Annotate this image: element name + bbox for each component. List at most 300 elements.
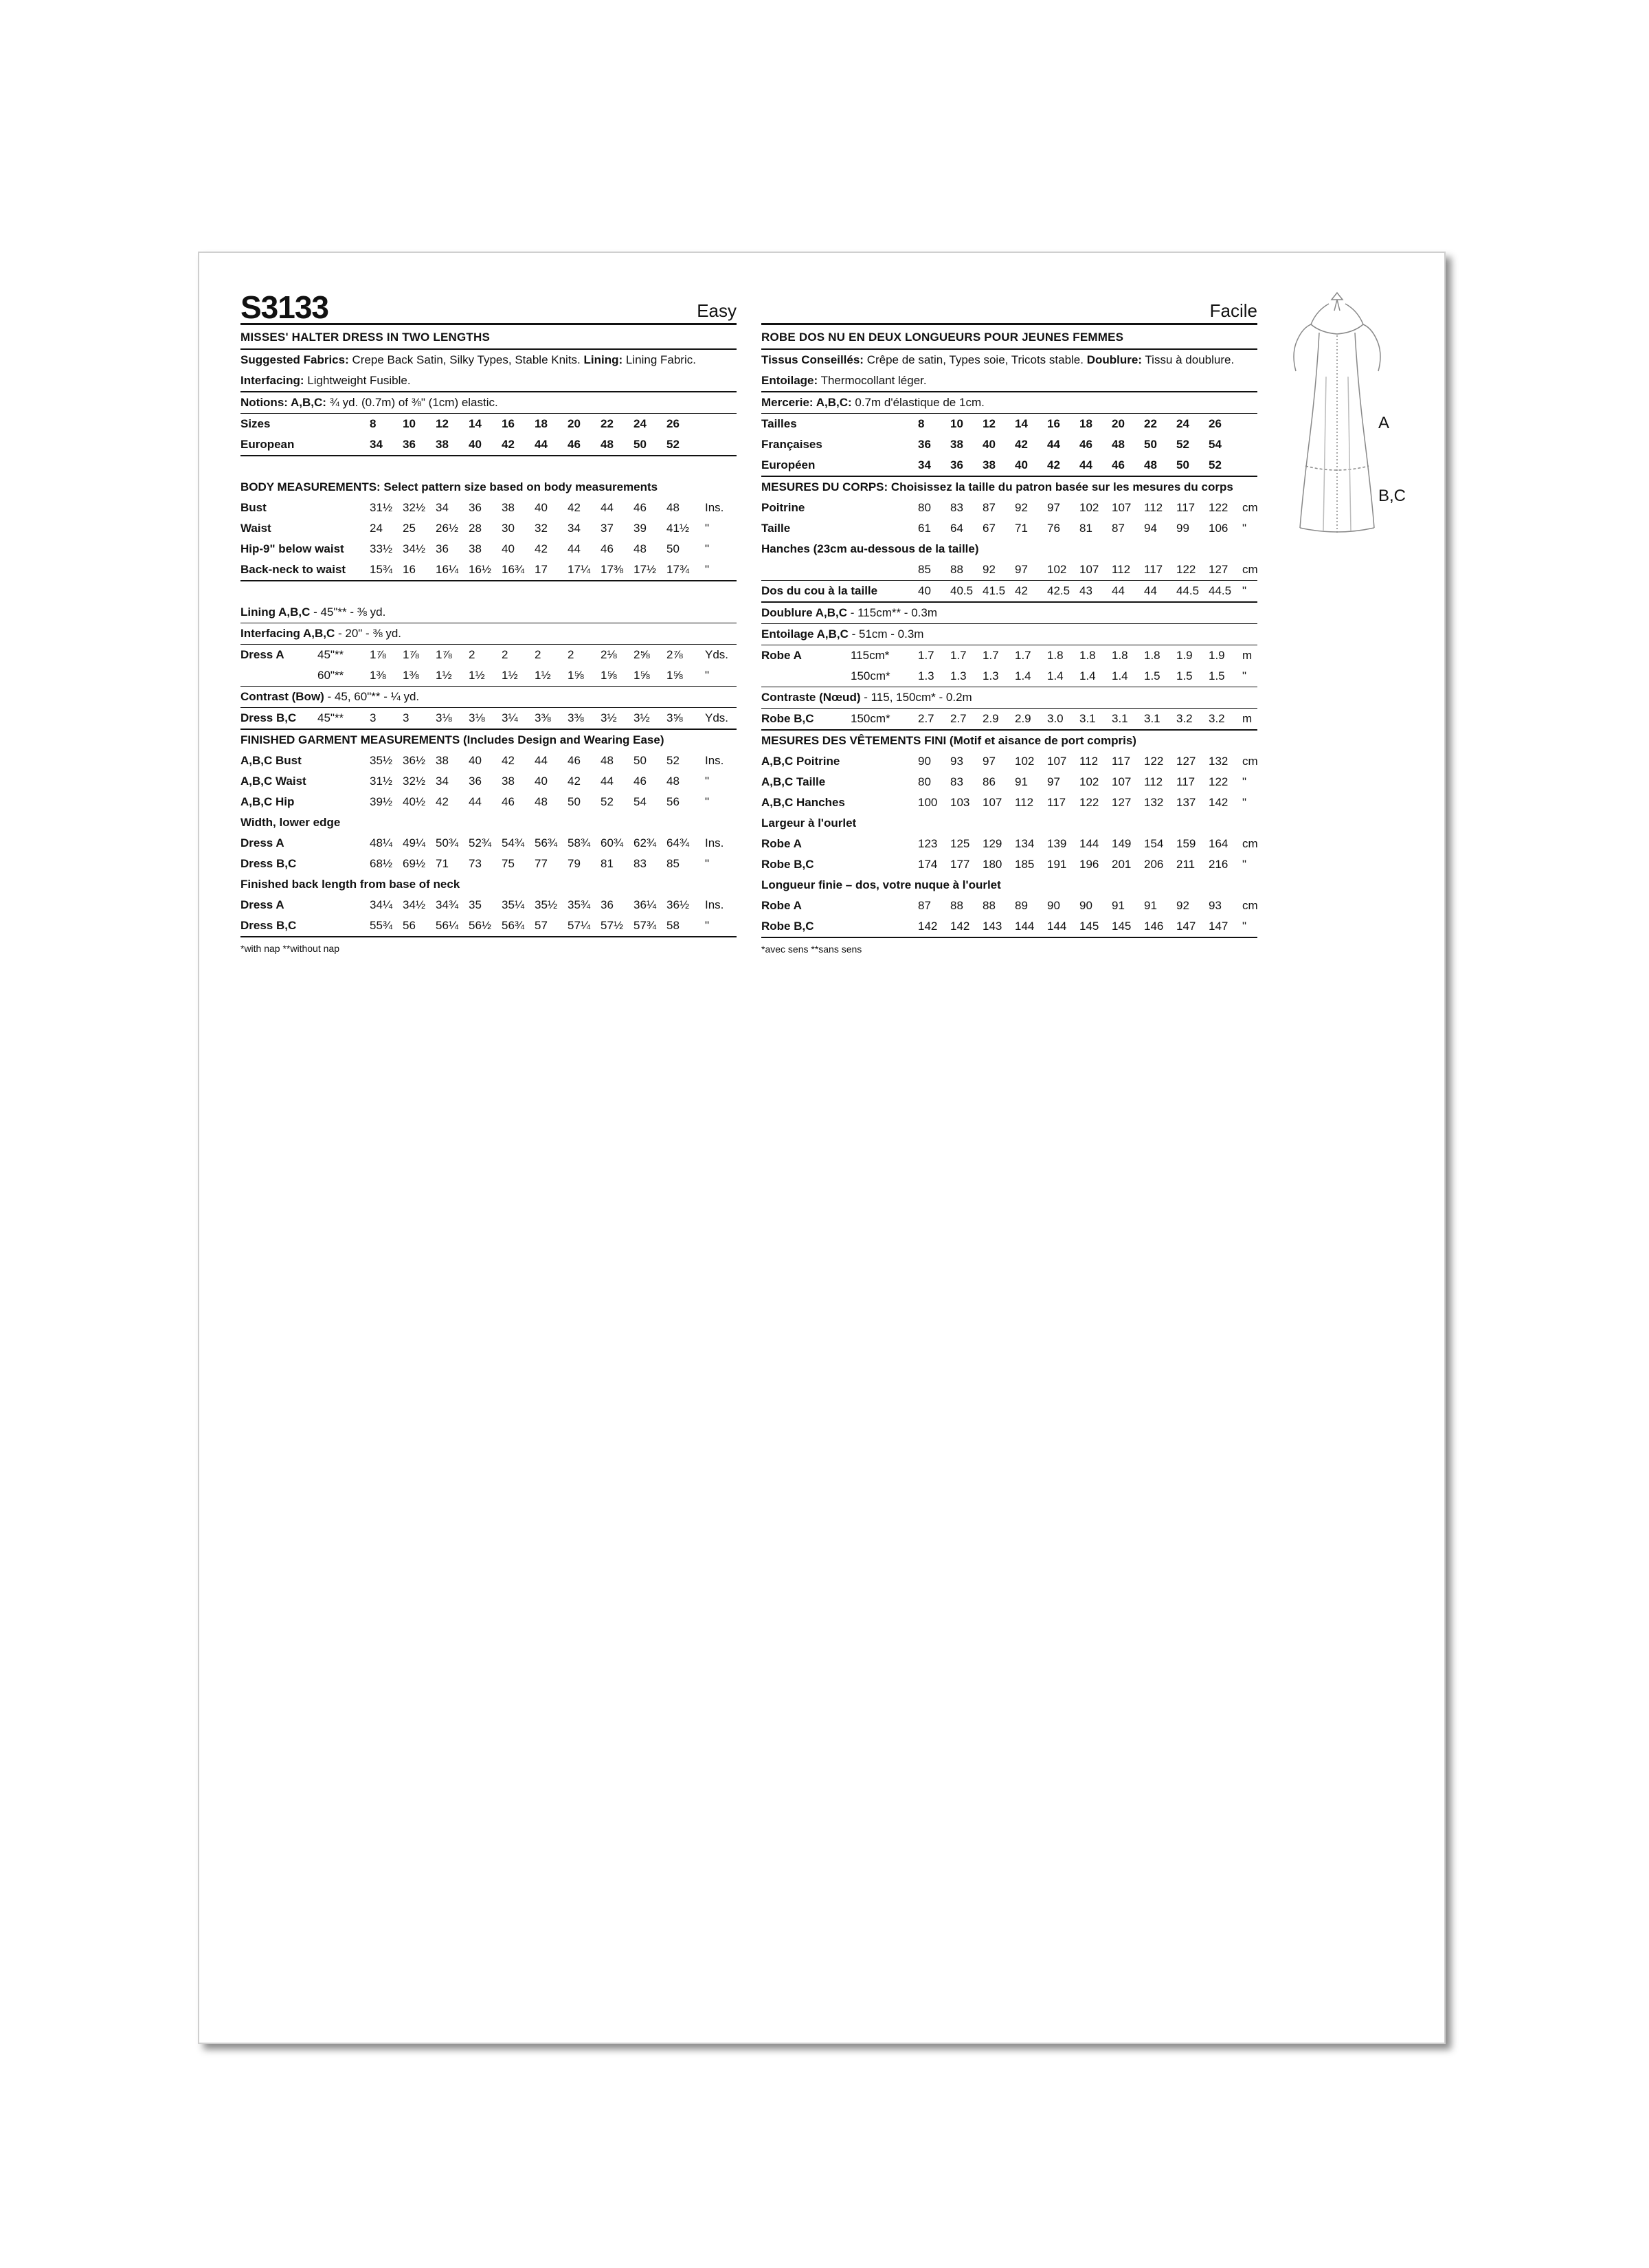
cell-value: 46 bbox=[633, 501, 647, 514]
cell-value: 46 bbox=[502, 795, 515, 808]
cell-value: 48 bbox=[601, 438, 614, 451]
cell-value: 50 bbox=[568, 795, 581, 808]
table-row bbox=[761, 772, 1257, 792]
unit: Yds. bbox=[705, 711, 729, 724]
cell-value: 52 bbox=[1209, 458, 1222, 471]
cell-value: 44.5 bbox=[1176, 584, 1200, 597]
table-row bbox=[240, 751, 737, 771]
cell-value: 42 bbox=[502, 754, 515, 767]
cell-value: 42 bbox=[502, 438, 515, 451]
body-measurements-table-fr bbox=[761, 498, 1257, 539]
cell-value: 196 bbox=[1079, 858, 1099, 871]
cell-value: 52 bbox=[666, 438, 680, 451]
cell-value: 57 bbox=[535, 919, 548, 932]
cell-value: 137 bbox=[1176, 796, 1196, 809]
cell-value: 85 bbox=[666, 857, 680, 870]
cell-value: 2 bbox=[568, 648, 574, 661]
cell-value: 1⅞ bbox=[403, 648, 419, 661]
cell-value: 36 bbox=[469, 775, 482, 788]
cell-value: 112 bbox=[1144, 775, 1163, 788]
cell-value: 44 bbox=[535, 754, 548, 767]
cell-value: 8 bbox=[918, 417, 925, 430]
cell-value: 117 bbox=[1047, 796, 1066, 809]
cell-value: 86 bbox=[983, 775, 996, 788]
cell-value: 1.7 bbox=[918, 649, 934, 662]
difficulty-level: Easy bbox=[697, 300, 737, 321]
cell-value: 106 bbox=[1209, 522, 1229, 535]
table-row bbox=[761, 414, 1257, 434]
cell-value: 32½ bbox=[403, 775, 426, 788]
cell-value: 142 bbox=[950, 920, 970, 933]
cell-value: 112 bbox=[1112, 563, 1131, 576]
unit: " bbox=[705, 669, 710, 682]
cell-value: 97 bbox=[1047, 501, 1060, 514]
table-row bbox=[761, 434, 1257, 455]
cell-value: 2 bbox=[502, 648, 508, 661]
cell-value: 185 bbox=[1015, 858, 1035, 871]
cell-value: 43 bbox=[1079, 584, 1092, 597]
cell-value: 30 bbox=[502, 522, 515, 535]
table-row bbox=[761, 834, 1257, 854]
cell-value: 42 bbox=[568, 501, 581, 514]
cell-value: 1⅝ bbox=[568, 669, 584, 682]
cell-value: 12 bbox=[983, 417, 996, 430]
unit: " bbox=[1242, 858, 1247, 871]
cell-value: 1½ bbox=[502, 669, 518, 682]
header-fr bbox=[761, 287, 1257, 325]
cell-value: 17¼ bbox=[568, 563, 591, 576]
row-label: Robe A bbox=[761, 837, 802, 850]
unit: cm bbox=[1242, 837, 1258, 850]
cell-value: 80 bbox=[918, 775, 931, 788]
cell-value: 16¼ bbox=[436, 563, 459, 576]
cell-value: 1⅜ bbox=[403, 669, 419, 682]
cell-value: 8 bbox=[370, 417, 377, 430]
cell-value: 1.3 bbox=[918, 669, 934, 682]
cell-value: 146 bbox=[1144, 920, 1164, 933]
cell-value: 180 bbox=[983, 858, 1002, 871]
cell-value: 25 bbox=[403, 522, 416, 535]
cell-value: 3⅜ bbox=[535, 711, 551, 724]
table-row bbox=[761, 916, 1257, 937]
cell-value: 34¼ bbox=[370, 898, 393, 911]
cell-value: 127 bbox=[1176, 755, 1196, 768]
cell-value: 102 bbox=[1079, 501, 1099, 514]
cell-value: 216 bbox=[1209, 858, 1229, 871]
cell-value: 35¼ bbox=[502, 898, 525, 911]
cell-value: 143 bbox=[983, 920, 1002, 933]
cell-value: 125 bbox=[950, 837, 970, 850]
cell-value: 36½ bbox=[403, 754, 426, 767]
cell-value: 1.3 bbox=[950, 669, 967, 682]
cell-value: 97 bbox=[983, 755, 996, 768]
cell-value: 38 bbox=[502, 775, 515, 788]
cell-value: 117 bbox=[1176, 775, 1196, 788]
cell-value: 91 bbox=[1112, 899, 1125, 912]
cell-value: 1½ bbox=[436, 669, 452, 682]
row-label: A,B,C Hanches bbox=[761, 796, 845, 809]
cell-value: 71 bbox=[1015, 522, 1028, 535]
cell-value: 1½ bbox=[535, 669, 551, 682]
unit: " bbox=[705, 919, 710, 932]
cell-value: 56 bbox=[403, 919, 416, 932]
cell-value: 97 bbox=[1015, 563, 1028, 576]
cell-value: 92 bbox=[1176, 899, 1189, 912]
cell-value: 112 bbox=[1144, 501, 1163, 514]
cell-value: 90 bbox=[918, 755, 931, 768]
cell-value: 56¾ bbox=[502, 919, 525, 932]
cell-value: 68½ bbox=[370, 857, 393, 870]
cell-value: 44.5 bbox=[1209, 584, 1232, 597]
row-label: A,B,C Waist bbox=[240, 775, 306, 788]
row-label: Dress A bbox=[240, 836, 284, 849]
cell-value: 107 bbox=[983, 796, 1002, 809]
cell-value: 50 bbox=[633, 754, 647, 767]
cell-value: 87 bbox=[983, 501, 996, 514]
row-label: Back-neck to waist bbox=[240, 563, 346, 576]
cell-value: 44 bbox=[568, 542, 581, 555]
body-measurements-heading-fr: MESURES DU CORPS: Choisissez la taille du patron basée sur les mesures du corps bbox=[761, 480, 1233, 493]
cell-value: 36¼ bbox=[633, 898, 657, 911]
cell-value: 2.7 bbox=[950, 712, 967, 725]
pattern-sheet bbox=[198, 252, 1446, 2044]
cell-value: 100 bbox=[918, 796, 938, 809]
cell-value: 3⅛ bbox=[436, 711, 452, 724]
cell-value: 145 bbox=[1112, 920, 1132, 933]
cell-value: 92 bbox=[1015, 501, 1028, 514]
cell-value: 41½ bbox=[666, 522, 690, 535]
table-row bbox=[240, 854, 737, 874]
cell-value: 22 bbox=[1144, 417, 1157, 430]
cell-value: 1.9 bbox=[1176, 649, 1193, 662]
unit: " bbox=[705, 775, 710, 788]
cell-value: 1.4 bbox=[1079, 669, 1096, 682]
dos-row bbox=[761, 581, 1257, 601]
unit: " bbox=[705, 522, 710, 535]
cell-value: 1⅞ bbox=[370, 648, 386, 661]
cell-value: 15¾ bbox=[370, 563, 393, 576]
unit: " bbox=[1242, 669, 1247, 682]
unit: Ins. bbox=[705, 898, 724, 911]
length-heading-fr: Longueur finie – dos, votre nuque à l'ourlet bbox=[761, 878, 1001, 891]
row-sublabel: 45"** bbox=[317, 648, 344, 661]
table-row bbox=[240, 665, 737, 686]
cell-value: 50 bbox=[1144, 438, 1157, 451]
cell-value: 99 bbox=[1176, 522, 1189, 535]
cell-value: 58 bbox=[666, 919, 680, 932]
contrast-yardage-fr: Contraste (Nœud) - 115, 150cm* - 0.2m bbox=[761, 691, 972, 704]
cell-value: 102 bbox=[1047, 563, 1067, 576]
row-label: Tailles bbox=[761, 417, 797, 430]
fabrics-line: Suggested Fabrics: Crepe Back Satin, Silky Types, Stable Knits. Lining: Lining Fabric. bbox=[240, 353, 696, 366]
cell-value: 64 bbox=[950, 522, 963, 535]
cell-value: 1.3 bbox=[983, 669, 999, 682]
cell-value: 77 bbox=[535, 857, 548, 870]
cell-value: 3.2 bbox=[1209, 712, 1225, 725]
unit: " bbox=[705, 795, 710, 808]
unit: " bbox=[705, 542, 710, 555]
cell-value: 88 bbox=[950, 899, 963, 912]
cell-value: 92 bbox=[983, 563, 996, 576]
cell-value: 17½ bbox=[633, 563, 657, 576]
cell-value: 1.4 bbox=[1015, 669, 1031, 682]
cell-value: 40.5 bbox=[950, 584, 974, 597]
cell-value: 38 bbox=[436, 438, 449, 451]
cell-value: 122 bbox=[1144, 755, 1164, 768]
body-measurements-table bbox=[240, 498, 737, 580]
cell-value: 44 bbox=[1112, 584, 1125, 597]
table-row bbox=[761, 709, 1257, 729]
cell-value: 36 bbox=[950, 458, 963, 471]
cell-value: 24 bbox=[1176, 417, 1189, 430]
cell-value: 87 bbox=[1112, 522, 1125, 535]
cell-value: 38 bbox=[502, 501, 515, 514]
cell-value: 35 bbox=[469, 898, 482, 911]
cell-value: 1.9 bbox=[1209, 649, 1225, 662]
cell-value: 16 bbox=[403, 563, 416, 576]
cell-value: 144 bbox=[1079, 837, 1099, 850]
cell-value: 42 bbox=[1015, 438, 1028, 451]
table-row bbox=[240, 518, 737, 539]
cell-value: 24 bbox=[370, 522, 383, 535]
cell-value: 26 bbox=[1209, 417, 1222, 430]
cell-value: 164 bbox=[1209, 837, 1229, 850]
cell-value: 1.7 bbox=[983, 649, 999, 662]
cell-value: 16¾ bbox=[502, 563, 525, 576]
view-a-label: A bbox=[1378, 414, 1390, 432]
unit: Yds. bbox=[705, 648, 729, 661]
row-label: Dress B,C bbox=[240, 919, 297, 932]
row-sublabel: 45"** bbox=[317, 711, 344, 724]
cell-value: 31½ bbox=[370, 775, 393, 788]
cell-value: 1.4 bbox=[1047, 669, 1064, 682]
cell-value: 2 bbox=[469, 648, 475, 661]
finished-measurements-table bbox=[240, 751, 737, 812]
cell-value: 206 bbox=[1144, 858, 1164, 871]
cell-value: 44 bbox=[469, 795, 482, 808]
cell-value: 52 bbox=[601, 795, 614, 808]
cell-value: 14 bbox=[1015, 417, 1028, 430]
sizes-table-fr bbox=[761, 414, 1257, 476]
cell-value: 139 bbox=[1047, 837, 1067, 850]
cell-value: 2 bbox=[535, 648, 541, 661]
cell-value: 48 bbox=[666, 501, 680, 514]
cell-value: 46 bbox=[601, 542, 614, 555]
cell-value: 1⅝ bbox=[601, 669, 617, 682]
unit: " bbox=[705, 563, 710, 576]
cell-value: 122 bbox=[1209, 775, 1229, 788]
table-row bbox=[761, 518, 1257, 539]
cell-value: 46 bbox=[1112, 458, 1125, 471]
cell-value: 60¾ bbox=[601, 836, 624, 849]
cell-value: 103 bbox=[950, 796, 970, 809]
unit: m bbox=[1242, 712, 1253, 725]
cell-value: 88 bbox=[950, 563, 963, 576]
cell-value: 56 bbox=[666, 795, 680, 808]
unit: " bbox=[1242, 796, 1247, 809]
view-bc-label: B,C bbox=[1378, 487, 1406, 505]
pattern-title: MISSES' HALTER DRESS IN TWO LENGTHS bbox=[240, 325, 737, 350]
cell-value: 52¾ bbox=[469, 836, 492, 849]
cell-value: 40 bbox=[983, 438, 996, 451]
row-label: A,B,C Bust bbox=[240, 754, 302, 767]
length-table-fr bbox=[761, 896, 1257, 937]
pattern-code: S3133 bbox=[240, 289, 329, 325]
dress-bc-yardage-table bbox=[240, 708, 737, 729]
table-row bbox=[761, 792, 1257, 813]
row-sublabel: 150cm* bbox=[851, 712, 890, 725]
table-row bbox=[761, 645, 1257, 666]
cell-value: 112 bbox=[1015, 796, 1034, 809]
body-measurements-heading: BODY MEASUREMENTS: Select pattern size based on body measurements bbox=[240, 480, 658, 493]
cell-value: 44 bbox=[601, 775, 614, 788]
header bbox=[240, 287, 737, 325]
cell-value: 129 bbox=[983, 837, 1002, 850]
cell-value: 32½ bbox=[403, 501, 426, 514]
cell-value: 34 bbox=[568, 522, 581, 535]
unit: cm bbox=[1242, 501, 1258, 514]
cell-value: 93 bbox=[950, 755, 963, 768]
cell-value: 22 bbox=[601, 417, 614, 430]
cell-value: 37 bbox=[601, 522, 614, 535]
cell-value: 2⅞ bbox=[666, 648, 683, 661]
bow-icon bbox=[1332, 293, 1343, 300]
cell-value: 26½ bbox=[436, 522, 459, 535]
row-sublabel: 150cm* bbox=[851, 669, 890, 682]
cell-value: 48 bbox=[1144, 458, 1157, 471]
cell-value: 33½ bbox=[370, 542, 393, 555]
lining-yardage-fr: Doublure A,B,C - 115cm** - 0.3m bbox=[761, 606, 937, 619]
notions-line: Notions: A,B,C: ¾ yd. (0.7m) of ⅜" (1cm) elastic. bbox=[240, 396, 498, 409]
cell-value: 73 bbox=[469, 857, 482, 870]
interfacing-yardage-fr: Entoilage A,B,C - 51cm - 0.3m bbox=[761, 627, 924, 641]
cell-value: 1.8 bbox=[1144, 649, 1160, 662]
cell-value: 147 bbox=[1209, 920, 1229, 933]
cell-value: 1.5 bbox=[1209, 669, 1225, 682]
cell-value: 1.8 bbox=[1112, 649, 1128, 662]
cell-value: 3.0 bbox=[1047, 712, 1064, 725]
cell-value: 18 bbox=[535, 417, 548, 430]
cell-value: 46 bbox=[568, 754, 581, 767]
cell-value: 36½ bbox=[666, 898, 690, 911]
cell-value: 147 bbox=[1176, 920, 1196, 933]
cell-value: 93 bbox=[1209, 899, 1222, 912]
interfacing-line-fr: Entoilage: Thermocollant léger. bbox=[761, 374, 927, 387]
unit: cm bbox=[1242, 563, 1258, 576]
cell-value: 48 bbox=[633, 542, 647, 555]
cell-value: 17 bbox=[535, 563, 548, 576]
cell-value: 64¾ bbox=[666, 836, 690, 849]
cell-value: 127 bbox=[1209, 563, 1229, 576]
unit: Ins. bbox=[705, 501, 724, 514]
cell-value: 107 bbox=[1112, 501, 1132, 514]
cell-value: 201 bbox=[1112, 858, 1132, 871]
cell-value: 1.5 bbox=[1144, 669, 1160, 682]
cell-value: 17¾ bbox=[666, 563, 690, 576]
row-label: Européen bbox=[761, 458, 816, 471]
cell-value: 50 bbox=[633, 438, 647, 451]
row-label: Robe A bbox=[761, 649, 802, 662]
row-label: A,B,C Taille bbox=[761, 775, 826, 788]
cell-value: 28 bbox=[469, 522, 482, 535]
cell-value: 35¾ bbox=[568, 898, 591, 911]
table-row bbox=[240, 559, 737, 580]
unit: " bbox=[1242, 584, 1247, 597]
cell-value: 117 bbox=[1176, 501, 1196, 514]
cell-value: 87 bbox=[918, 899, 931, 912]
finished-measurements-table-fr bbox=[761, 751, 1257, 813]
cell-value: 40 bbox=[535, 501, 548, 514]
cell-value: 1⅝ bbox=[633, 669, 650, 682]
width-heading-fr: Largeur à l'ourlet bbox=[761, 816, 857, 830]
cell-value: 107 bbox=[1047, 755, 1067, 768]
cell-value: 44 bbox=[1047, 438, 1060, 451]
cell-value: 90 bbox=[1079, 899, 1092, 912]
cell-value: 20 bbox=[1112, 417, 1125, 430]
cell-value: 2.7 bbox=[918, 712, 934, 725]
cell-value: 88 bbox=[983, 899, 996, 912]
cell-value: 3.1 bbox=[1112, 712, 1128, 725]
cell-value: 16 bbox=[502, 417, 515, 430]
cell-value: 46 bbox=[568, 438, 581, 451]
cell-value: 107 bbox=[1079, 563, 1099, 576]
cell-value: 2⅛ bbox=[601, 648, 617, 661]
cell-value: 117 bbox=[1112, 755, 1131, 768]
cell-value: 48 bbox=[535, 795, 548, 808]
cell-value: 36 bbox=[918, 438, 931, 451]
cell-value: 56¾ bbox=[535, 836, 558, 849]
cell-value: 42 bbox=[568, 775, 581, 788]
cell-value: 35½ bbox=[370, 754, 393, 767]
cell-value: 54¾ bbox=[502, 836, 525, 849]
interfacing-line: Interfacing: Lightweight Fusible. bbox=[240, 374, 411, 387]
french-column bbox=[761, 287, 1257, 955]
row-label: Robe A bbox=[761, 899, 802, 912]
fabrics-line-fr: Tissus Conseillés: Crêpe de satin, Types soie, Tricots stable. Doublure: Tissu à doublure. bbox=[761, 353, 1235, 366]
table-row bbox=[761, 498, 1257, 518]
table-row bbox=[240, 645, 737, 665]
unit: cm bbox=[1242, 899, 1258, 912]
cell-value: 1.7 bbox=[950, 649, 967, 662]
cell-value: 10 bbox=[403, 417, 416, 430]
cell-value: 48 bbox=[666, 775, 680, 788]
cell-value: 24 bbox=[633, 417, 647, 430]
table-row bbox=[240, 792, 737, 812]
english-column bbox=[240, 287, 737, 954]
cell-value: 75 bbox=[502, 857, 515, 870]
table-row bbox=[240, 414, 737, 434]
row-label: Sizes bbox=[240, 417, 271, 430]
cell-value: 76 bbox=[1047, 522, 1060, 535]
cell-value: 191 bbox=[1047, 858, 1067, 871]
cell-value: 40 bbox=[918, 584, 931, 597]
cell-value: 127 bbox=[1112, 796, 1132, 809]
cell-value: 58¾ bbox=[568, 836, 591, 849]
cell-value: 54 bbox=[1209, 438, 1222, 451]
cell-value: 34 bbox=[436, 775, 449, 788]
row-label: Robe B,C bbox=[761, 712, 814, 725]
cell-value: 174 bbox=[918, 858, 938, 871]
cell-value: 3 bbox=[370, 711, 377, 724]
cell-value: 57¾ bbox=[633, 919, 657, 932]
cell-value: 34 bbox=[918, 458, 931, 471]
cell-value: 3⅜ bbox=[568, 711, 584, 724]
unit: " bbox=[705, 857, 710, 870]
cell-value: 1.4 bbox=[1112, 669, 1128, 682]
cell-value: 38 bbox=[469, 542, 482, 555]
cell-value: 67 bbox=[983, 522, 996, 535]
pattern-title-fr: ROBE DOS NU EN DEUX LONGUEURS POUR JEUNES FEMMES bbox=[761, 325, 1257, 350]
